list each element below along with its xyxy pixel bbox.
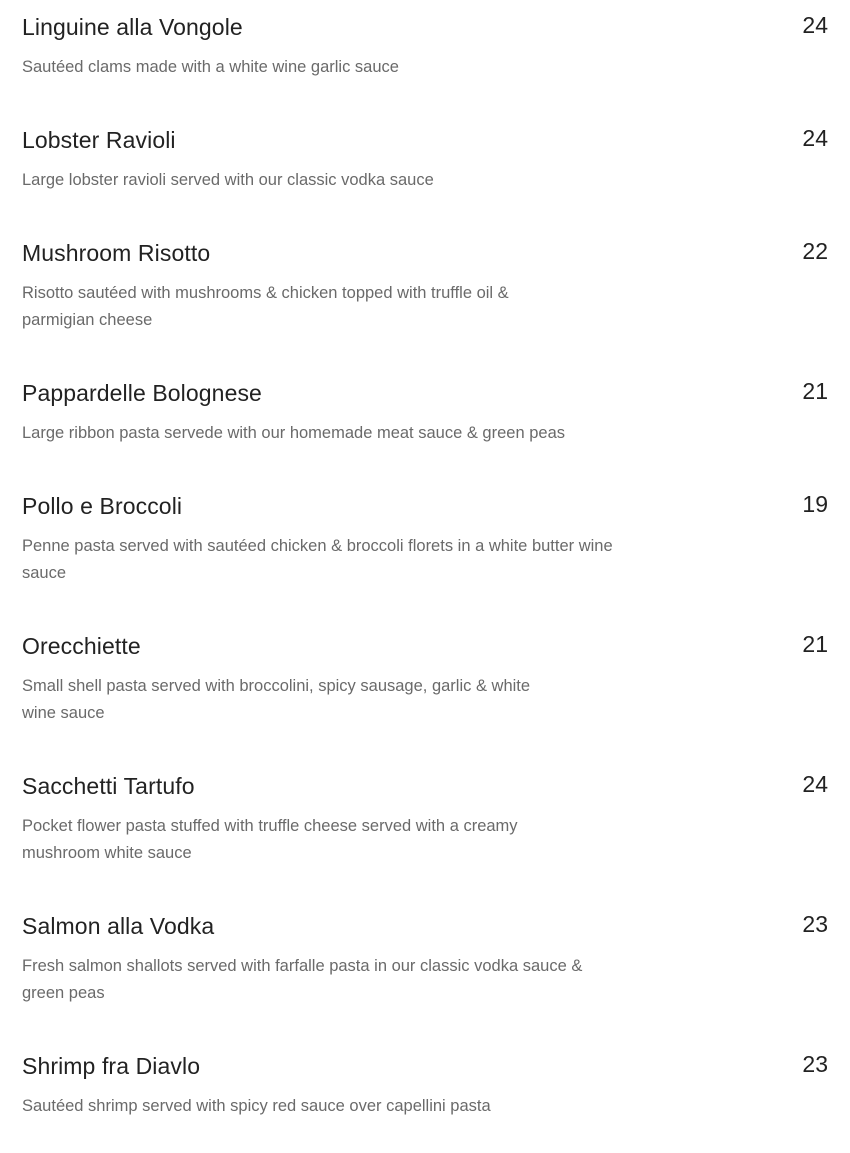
menu-item-name: Pappardelle Bolognese [22,380,262,406]
menu-item-price: 24 [802,125,828,151]
menu-item-price: 21 [802,631,828,657]
menu-item-description: Large lobster ravioli served with our classic vodka sauce [22,171,434,189]
menu-item-name: Linguine alla Vongole [22,14,243,40]
menu-item-price: 19 [802,491,828,517]
menu-item-description: Fresh salmon shallots served with farfalle pasta in our classic vodka sauce & green peas [22,957,583,1002]
menu-item-price: 24 [802,771,828,797]
menu-item-name: Sacchetti Tartufo [22,773,195,799]
menu-item-price: 21 [802,378,828,404]
menu-item-price: 23 [802,911,828,937]
menu-item-price: 23 [802,1051,828,1077]
menu-item-price: 22 [802,238,828,264]
menu-item-name: Mushroom Risotto [22,240,211,266]
menu-item-description: Small shell pasta served with broccolini, spicy sausage, garlic & white wine sauce [22,677,531,722]
menu-item-name: Salmon alla Vodka [22,913,215,939]
menu-item-description: Penne pasta served with sautéed chicken & broccoli florets in a white butter wine sauce [22,537,613,582]
menu-item-name: Lobster Ravioli [22,127,176,153]
menu-item-description: Sautéed clams made with a white wine garlic sauce [22,58,399,76]
menu-item-price: 24 [802,12,828,38]
menu-item-name: Orecchiette [22,633,141,659]
menu-item-description: Risotto sautéed with mushrooms & chicken topped with truffle oil & parmigian cheese [22,284,509,329]
menu-item-description: Large ribbon pasta servede with our homemade meat sauce & green peas [22,424,565,442]
menu-item-description: Pocket flower pasta stuffed with truffle cheese served with a creamy mushroom white sauce [22,817,518,862]
menu-item-name: Pollo e Broccoli [22,493,183,519]
menu-item-description: Sautéed shrimp served with spicy red sauce over capellini pasta [22,1097,491,1115]
menu-item-name: Shrimp fra Diavlo [22,1053,201,1079]
